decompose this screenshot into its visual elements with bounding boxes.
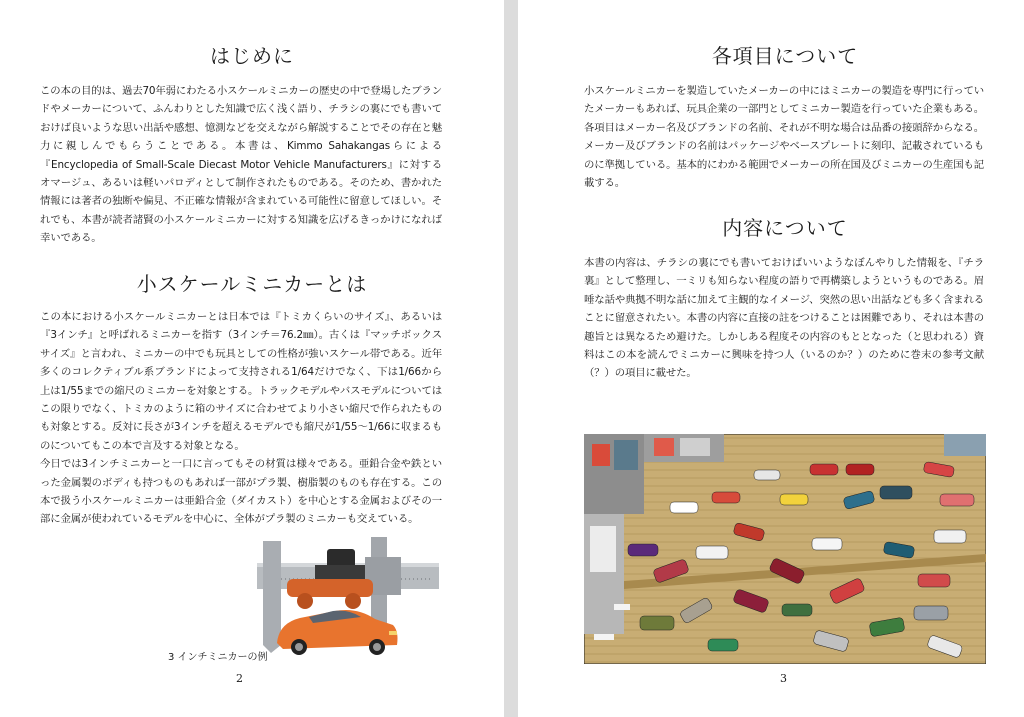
items-heading: 各項目について	[711, 44, 859, 68]
right-page	[518, 0, 1024, 717]
figure-caption: 3 インチミニカーの例	[168, 652, 268, 663]
page-number-left: 2	[236, 672, 243, 685]
small-scale-heading: 小スケールミニカーとは	[136, 272, 368, 296]
contents-paragraph	[584, 254, 984, 383]
left-page	[0, 0, 504, 717]
small-scale-paragraph-2: 今日では3インチミニカーと一口に言ってもその材質は様々である。亜鉛合金や鉄といった金属製のボディも持つものもあれば一部がプラ製、樹脂製のものも存在する。この本で扱う小スケールミニカーは亜鉛合金（ダイカスト）を中心とする金属およびその一部に金属が使われているモデルを中心に、全体がプラ製のミニカーも交えている。	[40, 458, 442, 526]
small-scale-paragraph-1: この本における小スケールミニカーとは日本では『トミカくらいのサイズ』、あるいは『3インチ』と呼ばれるミニカーを指す（3インチ＝76.2㎜）。古くは『マッチボックスサイズ』と言われ、ミニカーの中でも玩具としての性格が強いスケール帯である。近年多くのコレクティブル系ブランドによって支持される1/64だけでなく、下は1/66から上は1/55までの縮尺のミニカーを対象とする。トラックモデルやバスモデルについてはこの限りでなく、トミカのように箱のサイズに合わせてより小さい縮尺で作られたものも対象とする。反対に長さが3インチを超えるモデルでも縮尺が1/55～1/66に収まるものについてもこの本で言及する対象となる。	[40, 311, 442, 452]
items-text: 小スケールミニカーを製造していたメーカーの中にはミニカーの製造を専門に行っていたメーカーもあれば、玩具企業の一部門としてミニカー製造を行っていた企業もある。各項目はメーカー名及びブランドの名前、それが不明な場合は品番の接頭辞からなる。メーカー及びブランドの名前はパッケージやベースプレートに刻印、記載されているものに準拠している。基本的にわかる範囲でメーカーの所在国及びミニカーの生産国も記載する。	[584, 85, 984, 190]
small-scale-body	[40, 308, 442, 529]
intro-heading: はじめに	[210, 44, 294, 68]
contents-heading: 内容について	[722, 216, 848, 240]
intro-text: この本の目的は、過去70年弱にわたる小スケールミニカーの歴史の中で登場したブランドやメーカーについて、ふんわりとした知識で広く浅く語り、チラシの裏にでも書いておけば良いような思い出話や感想、憶測などを交えながら解説することでその存在と魅力に親しんでもらうことである。本書は、Kimmo Sahakangasらによる『Encyclopedia of Small-Scale Diecast Motor Vehicle Manufacturers』に対するオマージュ、あるいは軽いパロディとして制作されたものである。そのため、書かれた情報には著者の独断や偏見、不正確な情報が含まれている可能性に留意してほしい。それでも、本書が読者諸賢の小スケールミニカーに対する知識を広げるきっかけになれば幸いである。	[40, 85, 442, 245]
minicars-on-tatami-photo	[584, 434, 986, 664]
caliper-minicar-photo	[253, 535, 443, 665]
items-paragraph	[584, 82, 984, 192]
contents-text: 本書の内容は、チラシの裏にでも書いておけばいいようなぼんやりした情報を、『チラ裏』として整理し、一ミリも知らない程度の語りで再構築しようというものである。眉唾な話や典拠不明な話に加えて主観的なイメージ、突然の思い出話なども多く含まれることに留意されたい。本書の内容に直接の註をつけることは困難であり、それは本書の趣旨とは異なるため避けた。しかしある程度その内容のもととなった（と思われる）資料はこの本を読んでミニカーに興味を持つ人（いるのか？）のために巻末の参考文献（？）の項目に載せた。	[584, 257, 984, 380]
page-number-right: 3	[780, 672, 787, 685]
book-gutter	[504, 0, 518, 717]
intro-paragraph	[40, 82, 442, 248]
